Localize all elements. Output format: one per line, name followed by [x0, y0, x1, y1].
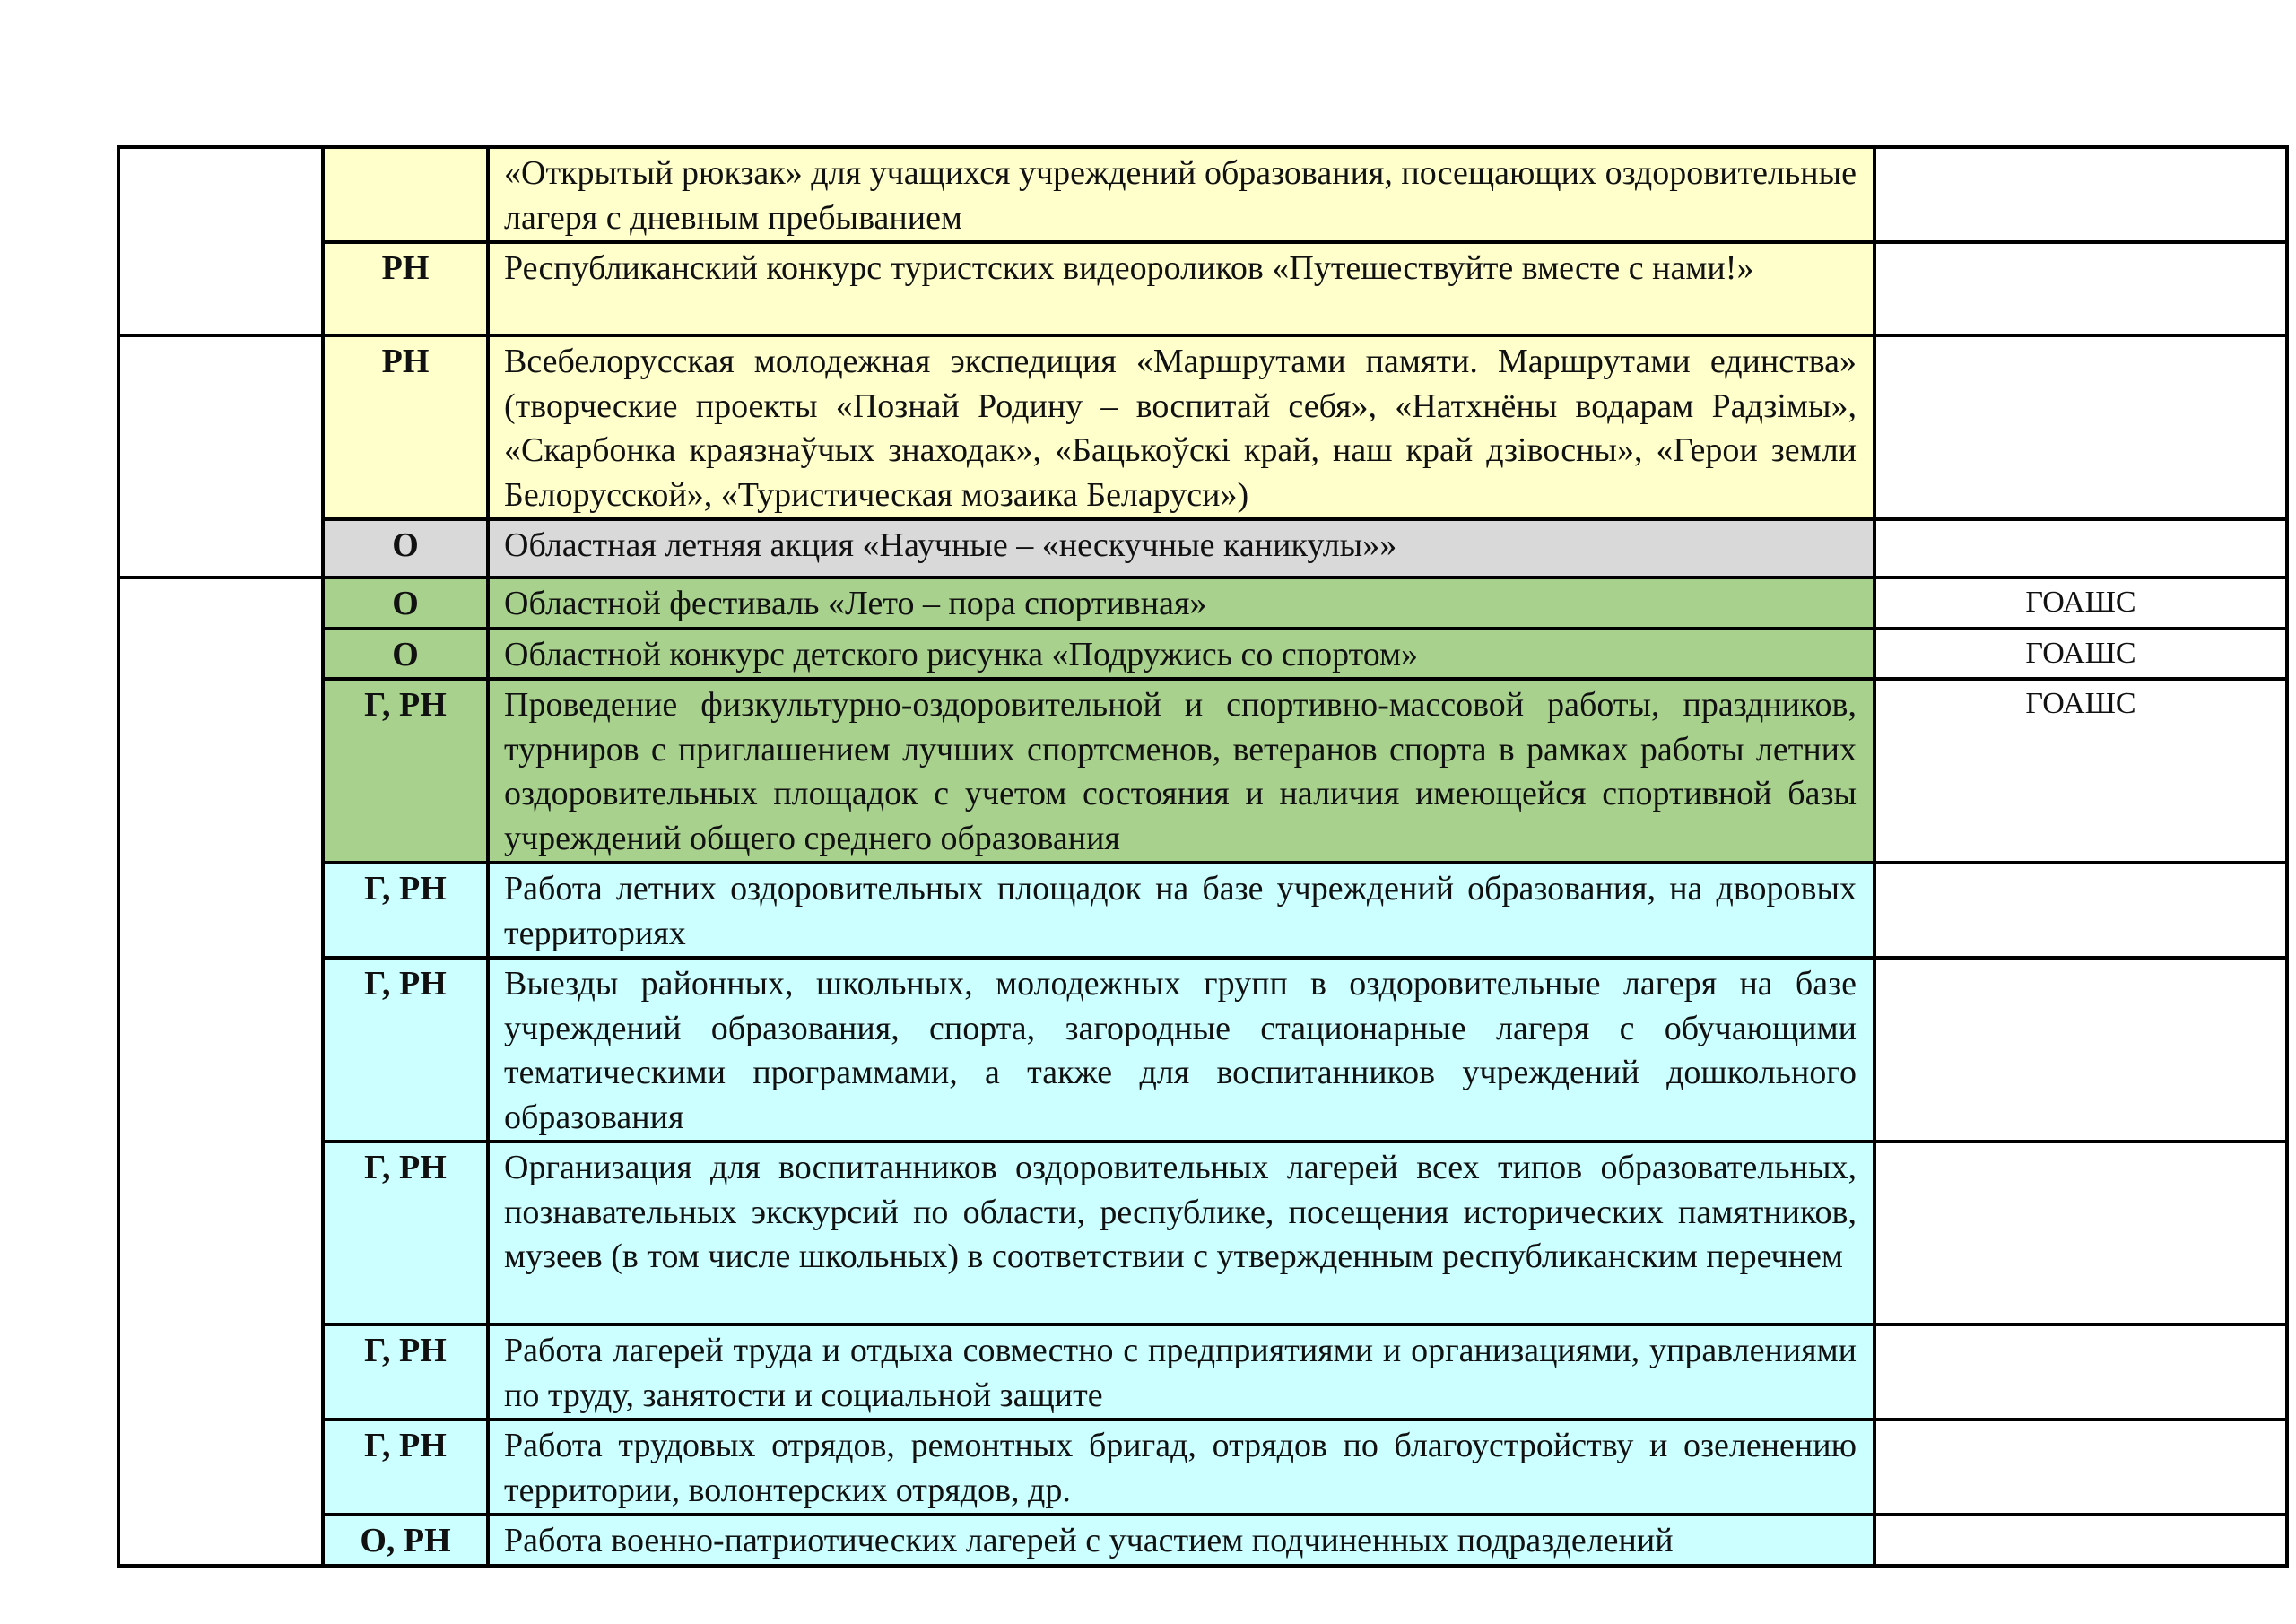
responsible-cell: [1874, 1515, 2287, 1566]
table-row: [118, 242, 2287, 335]
responsible-cell: ГОАШС: [1874, 679, 2287, 863]
event-description: Проведение физкультурно-оздоровительной и спортивно-массовой работы, праздников, турниров с приглашением лучших спортсменов, ветеранов спорта в рамках работы летних оздоровительных площадок с учетом состояния и наличия имеющейся спортивной базы учреждений общего среднего образования: [488, 679, 1874, 863]
responsible-cell: [1874, 335, 2287, 519]
responsible-cell: ГОАШС: [1874, 578, 2287, 629]
table-row: [118, 335, 2287, 519]
table-row: [118, 578, 2287, 629]
responsible-cell: [1874, 1142, 2287, 1324]
event-description: Работа военно-патриотических лагерей с участием подчиненных подразделений: [488, 1515, 1874, 1566]
event-description: Организация для воспитанников оздоровительных лагерей всех типов образовательных, познавательных экскурсий по области, республике, посещения исторических памятников, музеев (в том числе школьных) в соответствии с утвержденным республиканским перечнем: [488, 1142, 1874, 1324]
table-row: [118, 1324, 2287, 1420]
level-cell: О: [323, 629, 488, 680]
level-cell: Г, РН: [323, 958, 488, 1142]
event-description: Выезды районных, школьных, молодежных групп в оздоровительные лагеря на базе учреждений образования, спорта, загородные стационарные лагеря с обучающими тематическими программами, а также для воспитанников учреждений дошкольного образования: [488, 958, 1874, 1142]
event-description: «Открытый рюкзак» для учащихся учреждений образования, посещающих оздоровительные лагеря с дневным пребыванием: [488, 147, 1874, 242]
event-description: Областной конкурс детского рисунка «Подружись со спортом»: [488, 629, 1874, 680]
level-cell: [323, 147, 488, 242]
table-row: [118, 1420, 2287, 1515]
table-row: [118, 629, 2287, 680]
table-row: [118, 519, 2287, 578]
section-cell: [118, 335, 323, 578]
level-cell: Г, РН: [323, 863, 488, 958]
table-row: [118, 863, 2287, 958]
section-cell: [118, 578, 323, 1566]
level-cell: Г, РН: [323, 679, 488, 863]
responsible-cell: [1874, 1324, 2287, 1420]
level-cell: РН: [323, 242, 488, 335]
events-table: [117, 145, 2289, 1568]
table-row: [118, 1515, 2287, 1566]
table-row: [118, 1142, 2287, 1324]
table-row: [118, 147, 2287, 242]
responsible-cell: ГОАШС: [1874, 629, 2287, 680]
responsible-cell: [1874, 863, 2287, 958]
level-cell: РН: [323, 335, 488, 519]
level-cell: Г, РН: [323, 1142, 488, 1324]
event-description: Областной фестиваль «Лето – пора спортивная»: [488, 578, 1874, 629]
event-description: Республиканский конкурс туристских видеороликов «Путешествуйте вместе с нами!»: [488, 242, 1874, 335]
level-cell: Г, РН: [323, 1420, 488, 1515]
table-row: [118, 958, 2287, 1142]
responsible-cell: [1874, 242, 2287, 335]
responsible-cell: [1874, 1420, 2287, 1515]
event-description: Работа трудовых отрядов, ремонтных бригад, отрядов по благоустройству и озеленению территории, волонтерских отрядов, др.: [488, 1420, 1874, 1515]
level-cell: О, РН: [323, 1515, 488, 1566]
level-cell: О: [323, 578, 488, 629]
responsible-cell: [1874, 519, 2287, 578]
section-cell: [118, 147, 323, 335]
level-cell: Г, РН: [323, 1324, 488, 1420]
level-cell: О: [323, 519, 488, 578]
table-row: [118, 679, 2287, 863]
responsible-cell: [1874, 147, 2287, 242]
event-description: Всебелорусская молодежная экспедиция «Маршрутами памяти. Маршрутами единства» (творческие проекты «Познай Родину – воспитай себя», «Натхнёны водарам Радзімы», «Скарбонка краязнаўчых знаходак», «Бацькоўскі край, наш край дзівосны», «Герои земли Белорусской», «Туристическая мозаика Беларуси»): [488, 335, 1874, 519]
event-description: Областная летняя акция «Научные – «нескучные каникулы»»: [488, 519, 1874, 578]
event-description: Работа летних оздоровительных площадок на базе учреждений образования, на дворовых территориях: [488, 863, 1874, 958]
event-description: Работа лагерей труда и отдыха совместно с предприятиями и организациями, управлениями по труду, занятости и социальной защите: [488, 1324, 1874, 1420]
responsible-cell: [1874, 958, 2287, 1142]
